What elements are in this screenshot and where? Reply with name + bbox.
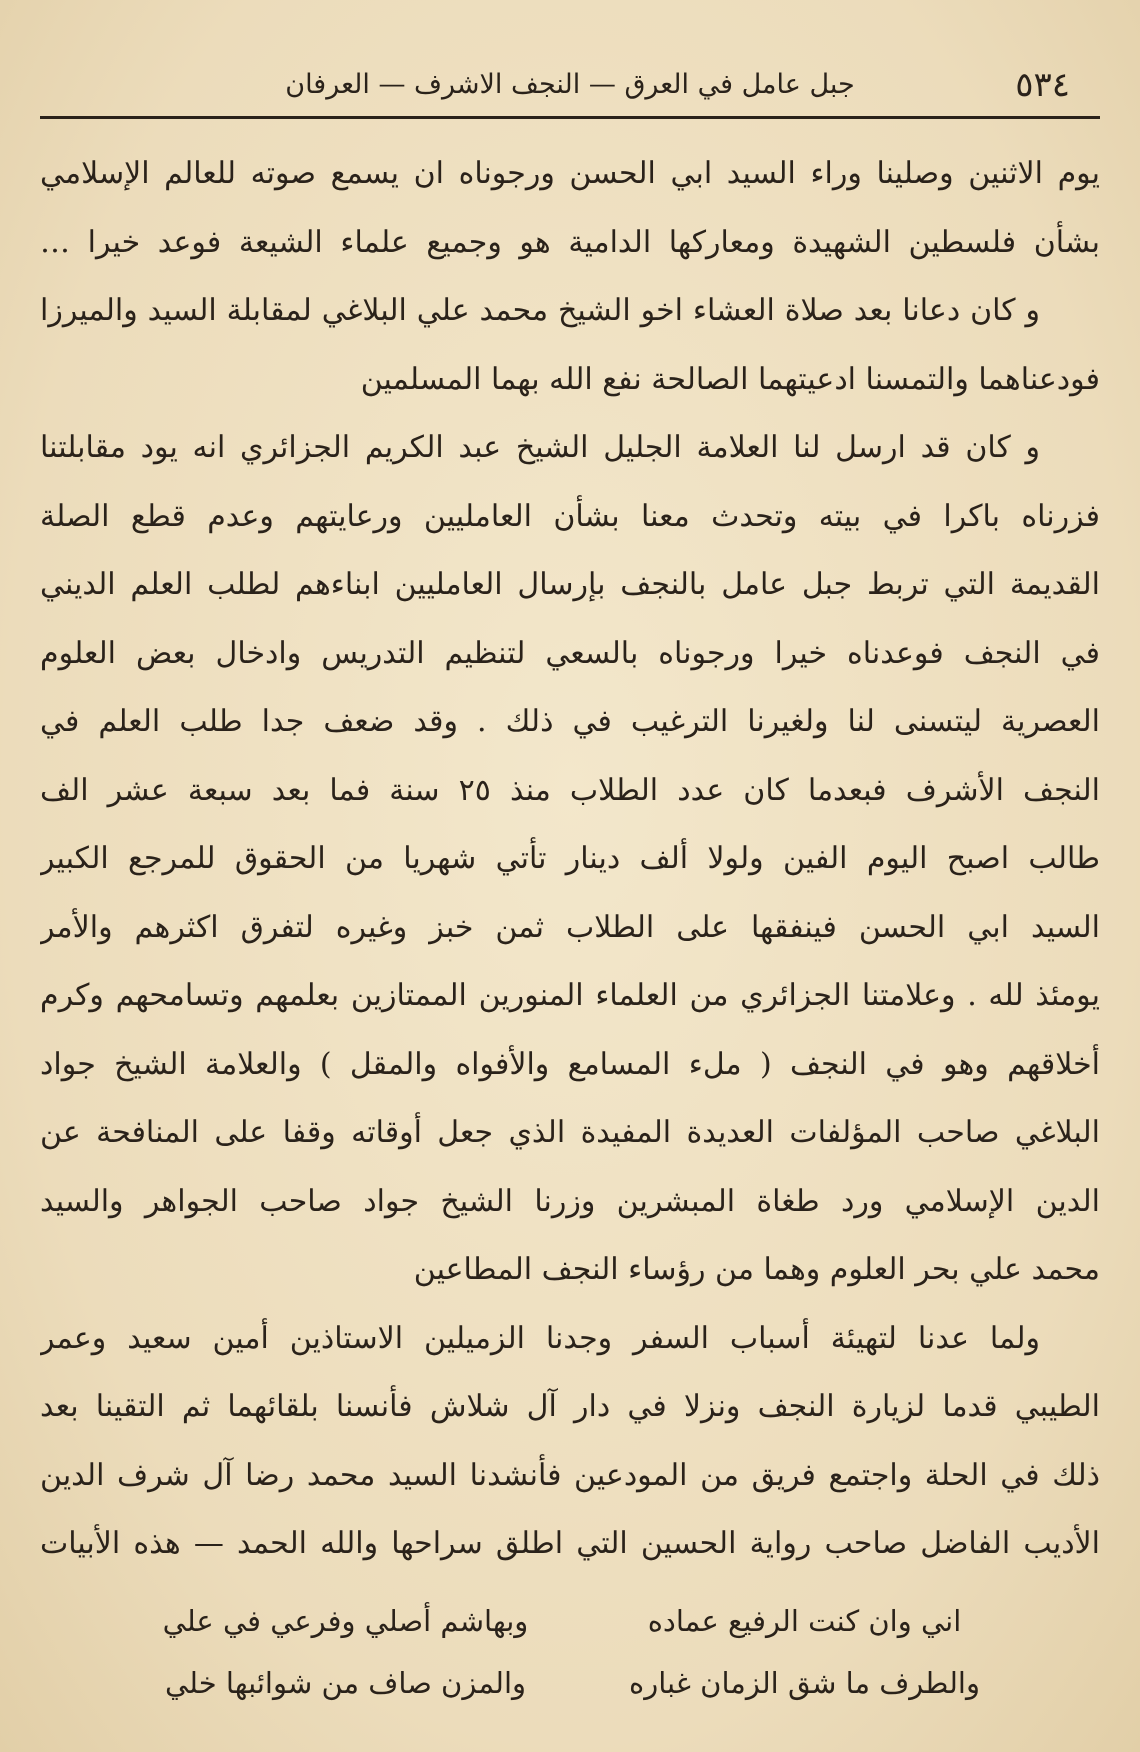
running-title: جبل عامل في العرق — النجف الاشرف — العرفان	[285, 69, 855, 100]
text-line: السيد ابي الحسن فينفقها على الطلاب ثمن خبز وغيره لتفرق اكثرهم والأمر	[40, 909, 1100, 945]
text-line: فودعناهما والتمسنا ادعيتهما الصالحة نفع الله بهما المسلمين	[360, 361, 1100, 397]
text-line: و كان قد ارسل لنا العلامة الجليل الشيخ عبد الكريم الجزائري انه يود مقابلتنا	[40, 430, 1040, 465]
text-line: ولما عدنا لتهيئة أسباب السفر وجدنا الزميلين الاستاذين أمين سعيد وعمر	[40, 1320, 1040, 1356]
verse-second-hemistich: والمزن صاف من شوائبها خلي	[164, 1666, 527, 1700]
text-line: القديمة التي تربط جبل عامل بالنجف بإرسال العامليين ابناءهم لطلب العلم الديني	[40, 567, 1100, 602]
text-line: فزرناه باكرا في بيته وتحدث معنا بشأن العامليين ورعايتهم وعدم قطع الصلة	[40, 498, 1100, 534]
verse-row	[150, 1590, 1000, 1652]
poem-verses	[150, 1590, 1000, 1714]
text-line: ذلك في الحلة واجتمع فريق من المودعين فأنشدنا السيد محمد رضا آل شرف الدين	[40, 1457, 1100, 1493]
text-line: طالب اصبح اليوم الفين ولولا ألف دينار تأتي شهريا من الحقوق للمرجع الكبير	[40, 841, 1100, 876]
text-line: البلاغي صاحب المؤلفات العديدة المفيدة الذي جعل أوقاته وقفا على المنافحة عن	[40, 1115, 1100, 1150]
header-rule	[40, 116, 1100, 119]
text-line: الطيبي قدما لزيارة النجف ونزلا في دار آل شلاش فأنسنا بلقائهما ثم التقينا بعد	[40, 1389, 1100, 1424]
verse-first-hemistich: اني وان كنت الرفيع عماده	[647, 1604, 962, 1638]
text-line: أخلاقهم وهو في النجف ( ملء المسامع والأفواه والمقل ) والعلامة الشيخ جواد	[40, 1046, 1100, 1082]
text-line: يومئذ لله . وعلامتنا الجزائري من العلماء المنورين الممتازين بعلمهم وتسامحهم وكرم	[40, 978, 1100, 1013]
text-line: الأديب الفاضل صاحب رواية الحسين التي اطلق سراحها والله الحمد — هذه الأبيات	[40, 1526, 1100, 1561]
page-number: ٥٣٤	[1015, 65, 1070, 105]
text-line: العصرية ليتسنى لنا ولغيرنا الترغيب في ذلك . وقد ضعف جدا طلب العلم في	[40, 704, 1100, 739]
page-header	[40, 55, 1100, 115]
verse-second-hemistich: وبهاشم أصلي وفرعي في علي	[162, 1604, 529, 1638]
text-line: النجف الأشرف فبعدما كان عدد الطلاب منذ ٢٥ سنة فما بعد سبعة عشر الف	[40, 772, 1100, 808]
text-line: يوم الاثنين وصلينا وراء السيد ابي الحسن ورجوناه ان يسمع صوته للعالم الإسلامي	[40, 156, 1100, 191]
verse-row	[150, 1652, 1000, 1714]
text-line: و كان دعانا بعد صلاة العشاء اخو الشيخ محمد علي البلاغي لمقابلة السيد والميرزا	[40, 293, 1040, 328]
verse-first-hemistich: والطرف ما شق الزمان غباره	[629, 1666, 980, 1700]
text-line: في النجف فوعدناه خيرا ورجوناه بالسعي لتنظيم التدريس وادخال بعض العلوم	[40, 635, 1100, 671]
text-line: الدين الإسلامي ورد طغاة المبشرين وزرنا الشيخ جواد صاحب الجواهر والسيد	[40, 1183, 1100, 1219]
text-line: بشأن فلسطين الشهيدة ومعاركها الدامية هو وجميع علماء الشيعة فوعد خيرا …	[40, 224, 1100, 260]
text-line: محمد علي بحر العلوم وهما من رؤساء النجف المطاعين	[413, 1252, 1100, 1287]
body-text	[40, 140, 1100, 1579]
